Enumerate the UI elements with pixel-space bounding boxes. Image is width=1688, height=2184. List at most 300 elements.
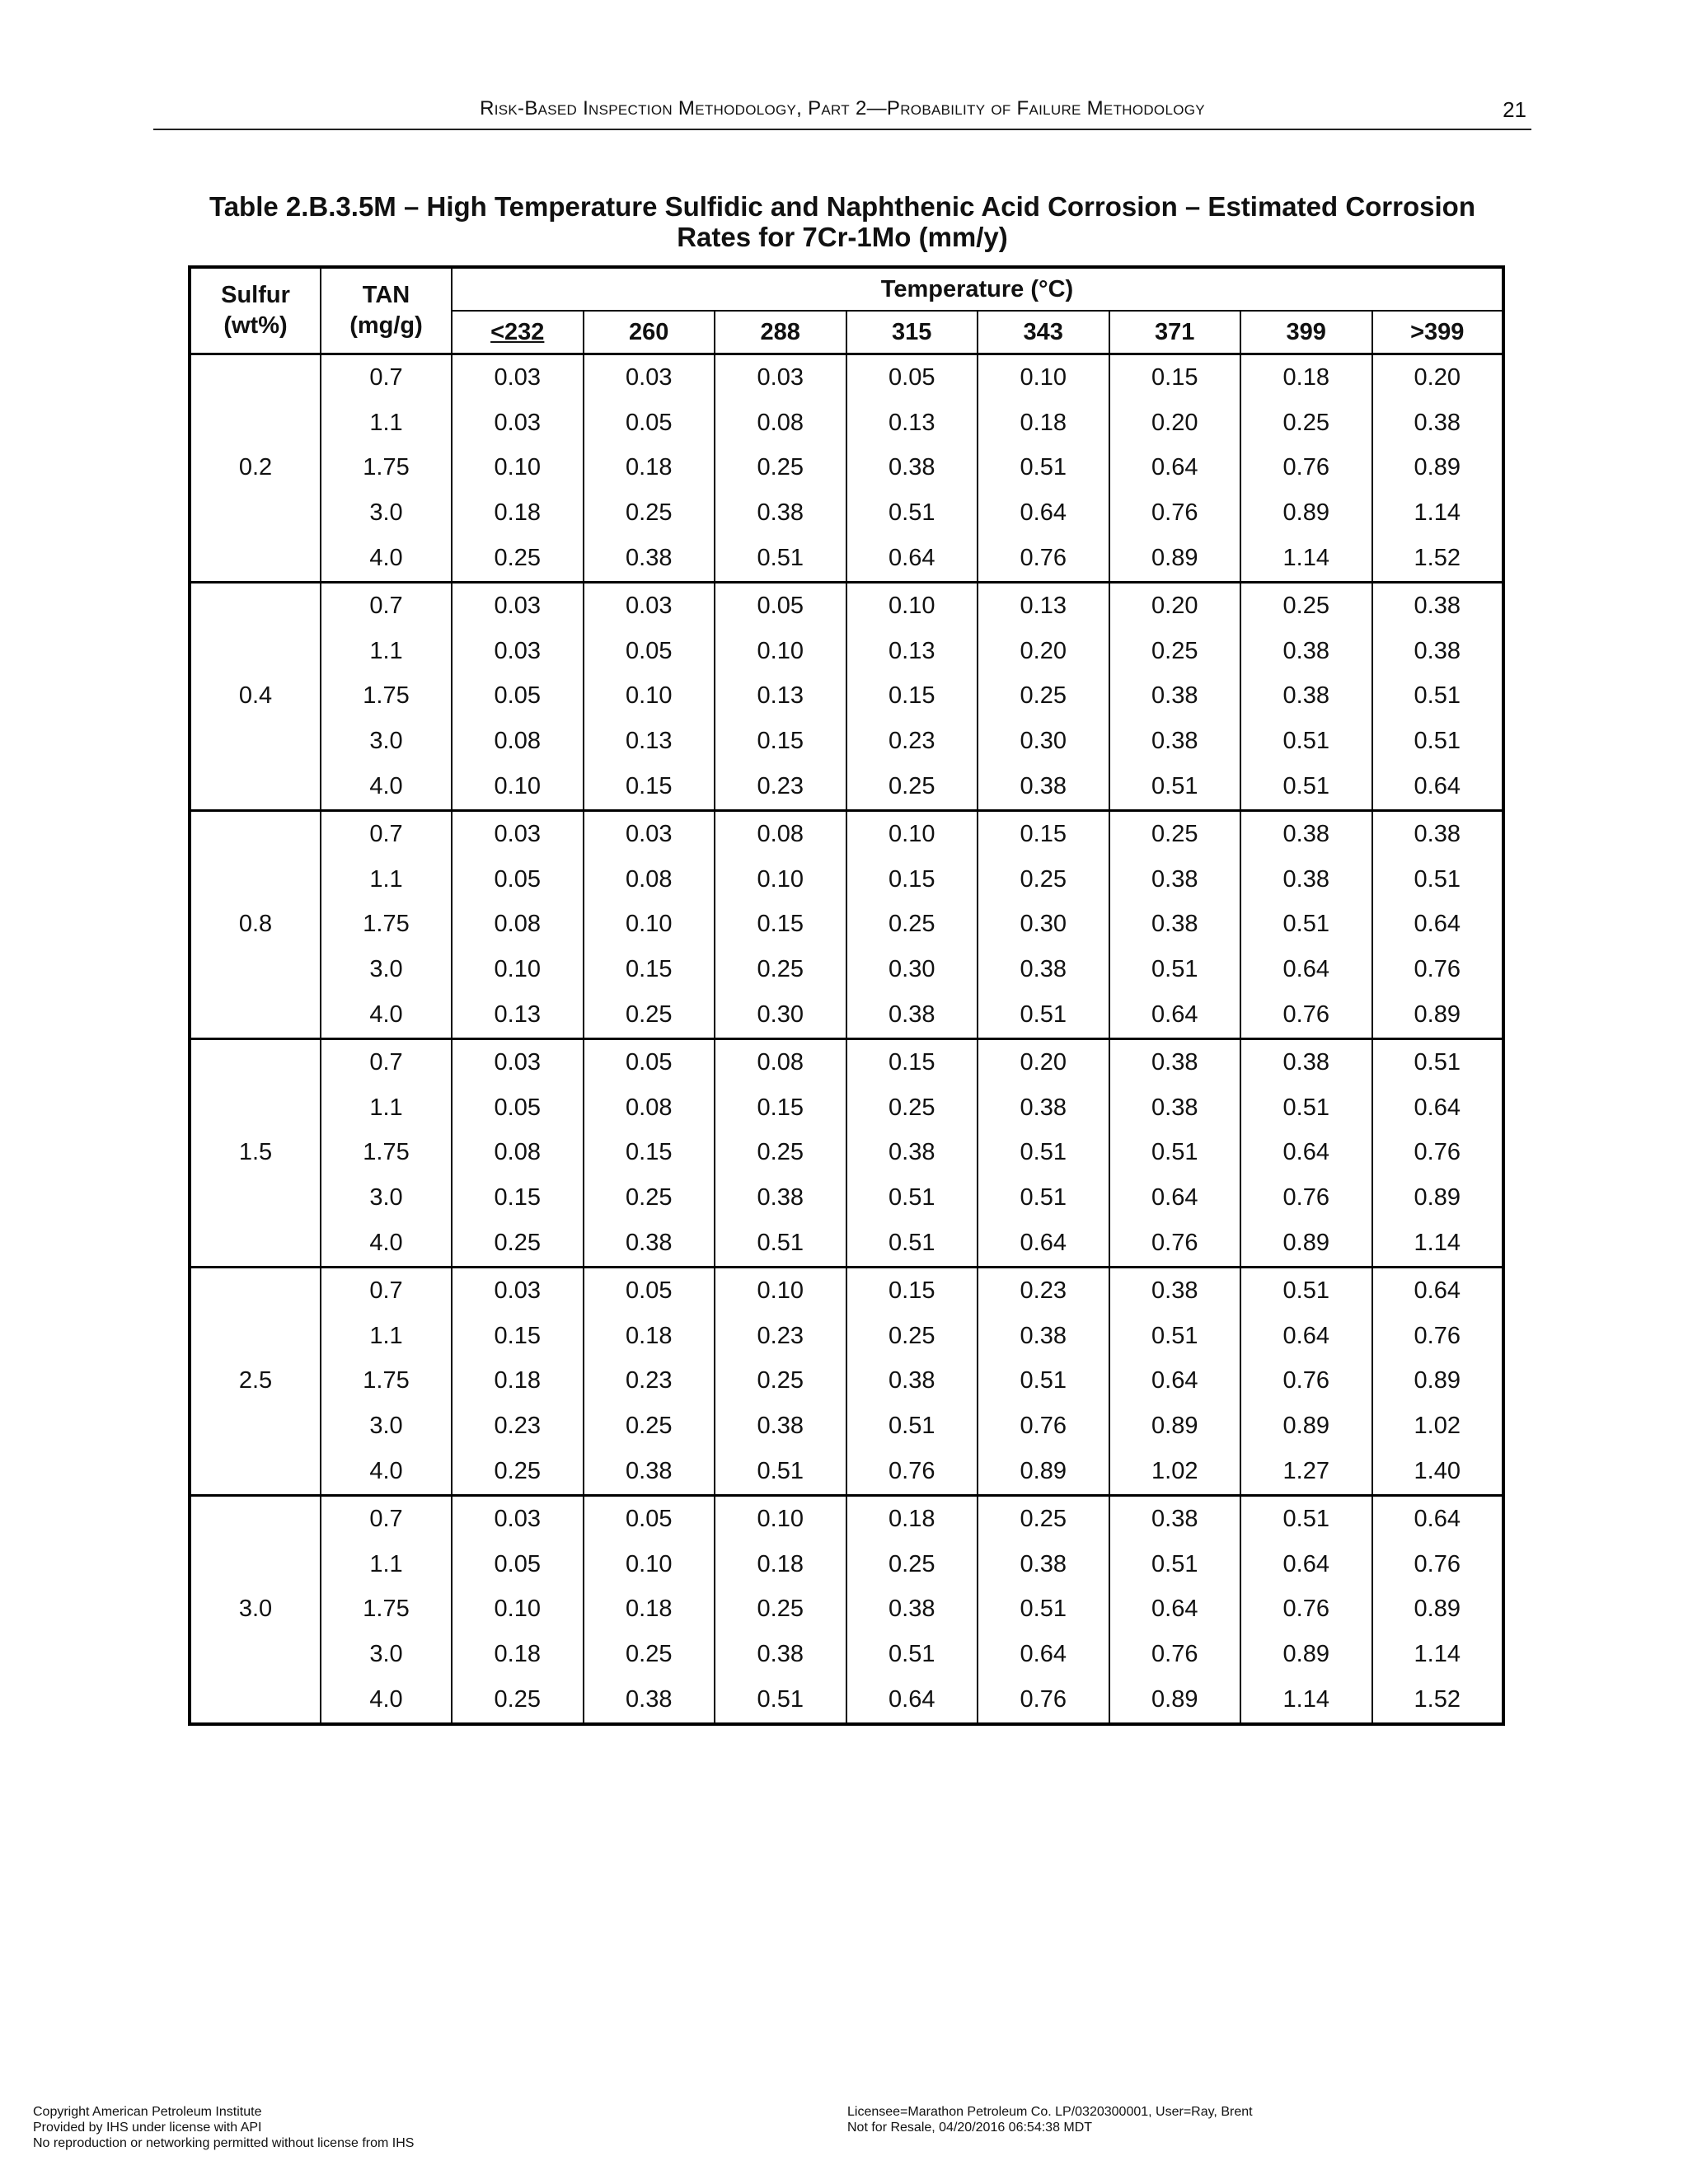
table-row [190, 1359, 1503, 1404]
rate-cell: 0.51 [1240, 719, 1372, 764]
rate-cell: 0.64 [1414, 1505, 1461, 1532]
rate-cell: 0.23 [978, 1267, 1109, 1313]
rate-cell: 0.51 [715, 1449, 846, 1495]
tan-cell: 1.1 [321, 1085, 452, 1131]
tan-cell: 0.7 [321, 1495, 452, 1541]
rate-cell: 0.03 [452, 1267, 584, 1313]
tan-cell: 4.0 [321, 536, 452, 582]
tan-cell: 3.0 [321, 1632, 452, 1677]
page-number: 21 [1503, 97, 1526, 122]
rate-cell: 0.76 [1109, 1221, 1241, 1267]
rate-cell: 0.38 [846, 446, 978, 491]
tan-cell: 0.7 [321, 810, 452, 856]
table-row [190, 582, 1503, 628]
rate-cell: 0.25 [978, 1495, 1109, 1541]
rate-cell: 0.05 [452, 1542, 584, 1587]
sulfur-header [190, 267, 321, 354]
rate-cell: 0.51 [978, 1175, 1109, 1221]
rate-cell: 0.38 [846, 1587, 978, 1633]
running-title: Risk-Based Inspection Methodology, Part 2—Probability of Failure Methodology [480, 97, 1205, 120]
rate-cell: 0.05 [584, 401, 715, 446]
table-row [190, 1221, 1503, 1267]
rate-cell: 0.05 [452, 857, 584, 902]
rate-cell: 0.20 [978, 1038, 1109, 1085]
rate-cell: 0.05 [715, 582, 846, 628]
tan-cell: 1.75 [321, 902, 452, 948]
footer-reproduction-notice: No reproduction or networking permitted without license from IHS [33, 2136, 415, 2150]
tan-cell: 4.0 [321, 992, 452, 1038]
rate-cell: 0.51 [1109, 1542, 1241, 1587]
rate-cell: 0.05 [584, 1267, 715, 1313]
rate-cell: 0.18 [1240, 354, 1372, 401]
rate-cell: 1.14 [1414, 1641, 1461, 1668]
header-row-top [190, 267, 1503, 311]
rate-cell: 0.76 [1240, 1587, 1372, 1633]
table-row [190, 1404, 1503, 1449]
rate-cell: 1.14 [1372, 1221, 1504, 1267]
rate-cell: 0.25 [584, 490, 715, 536]
tan-cell: 3.0 [321, 490, 452, 536]
rate-cell: 0.20 [978, 629, 1109, 674]
rate-cell: 0.51 [978, 992, 1109, 1038]
rate-cell: 0.03 [452, 1038, 584, 1085]
rate-cell: 0.76 [1109, 490, 1241, 536]
rate-cell: 0.15 [452, 1175, 584, 1221]
rate-cell: 0.18 [452, 490, 584, 536]
tan-cell: 4.0 [321, 1221, 452, 1267]
table-row [190, 1085, 1503, 1131]
rate-cell: 0.64 [1372, 764, 1504, 810]
rate-cell: 0.18 [452, 1632, 584, 1677]
rate-cell: 0.08 [715, 1038, 846, 1085]
rate-cell: 0.05 [452, 1085, 584, 1131]
temperature-header-cell: 315 [846, 311, 978, 354]
rate-cell: 0.89 [1109, 1677, 1241, 1724]
footer-right [847, 2104, 1253, 2135]
rate-cell: 0.64 [978, 1221, 1109, 1267]
tan-header-line1: TAN [362, 282, 410, 308]
rate-cell: 0.15 [715, 1085, 846, 1131]
table-caption [153, 191, 1531, 252]
tan-cell: 0.7 [321, 1267, 452, 1313]
rate-cell: 0.51 [1109, 1314, 1241, 1359]
rate-cell: 0.10 [452, 446, 584, 491]
tan-cell: 1.75 [321, 446, 452, 491]
table-caption-line1: Table 2.B.3.5M – High Temperature Sulfidic and Naphthenic Acid Corrosion – Estimated Corrosion [209, 191, 1475, 222]
table-row [190, 1131, 1503, 1176]
rate-cell: 0.51 [846, 1175, 978, 1221]
rate-cell: 0.38 [978, 947, 1109, 992]
rate-cell: 0.51 [1414, 865, 1461, 893]
rate-cell: 0.15 [715, 902, 846, 948]
rate-cell: 0.38 [1109, 902, 1241, 948]
rate-cell: 1.52 [1372, 536, 1504, 582]
rate-cell: 0.08 [452, 902, 584, 948]
rate-cell: 0.15 [846, 857, 978, 902]
tan-cell: 4.0 [321, 1677, 452, 1724]
rate-cell: 1.40 [1372, 1449, 1504, 1495]
rate-cell: 0.51 [978, 1131, 1109, 1176]
rate-cell: 0.05 [584, 1038, 715, 1085]
rate-cell: 0.38 [1109, 857, 1241, 902]
rate-cell: 0.89 [1109, 1404, 1241, 1449]
rate-cell: 0.38 [1240, 629, 1372, 674]
rate-cell: 0.08 [584, 1085, 715, 1131]
temperature-header-cell: 343 [978, 311, 1109, 354]
rate-cell: 0.51 [715, 536, 846, 582]
rate-cell: 0.03 [452, 354, 584, 401]
rate-cell: 0.10 [452, 764, 584, 810]
rate-cell: 0.76 [1240, 1359, 1372, 1404]
rate-cell: 0.25 [584, 1632, 715, 1677]
rate-cell: 0.30 [715, 992, 846, 1038]
rate-cell: 0.08 [584, 857, 715, 902]
table-row [190, 1267, 1503, 1313]
rate-cell: 0.64 [1240, 947, 1372, 992]
rate-cell: 0.38 [1109, 1267, 1241, 1313]
rate-cell: 0.15 [452, 1314, 584, 1359]
rate-cell: 0.23 [715, 1314, 846, 1359]
rate-cell: 0.25 [978, 674, 1109, 719]
rate-cell: 0.25 [846, 1085, 978, 1131]
rate-cell: 0.25 [978, 857, 1109, 902]
rate-cell: 0.10 [715, 629, 846, 674]
rate-cell: 0.51 [846, 1404, 978, 1449]
sulfur-cell: 1.5 [190, 1038, 321, 1267]
rate-cell: 0.64 [846, 1677, 978, 1724]
rate-cell: 0.25 [715, 1587, 846, 1633]
table-row [190, 902, 1503, 948]
rate-cell: 0.10 [584, 902, 715, 948]
rate-cell: 0.51 [1109, 764, 1241, 810]
rate-cell: 0.76 [1414, 1550, 1461, 1577]
rate-cell: 0.15 [846, 674, 978, 719]
rate-cell: 0.38 [978, 1542, 1109, 1587]
table-row [190, 401, 1503, 446]
rate-cell: 0.89 [1240, 1221, 1372, 1267]
rate-cell: 0.10 [715, 1495, 846, 1541]
rate-cell: 0.76 [846, 1449, 978, 1495]
table-row [190, 1632, 1503, 1677]
rate-cell: 0.89 [1414, 1596, 1461, 1623]
tan-header-line2: (mg/g) [349, 312, 423, 339]
tan-cell: 1.1 [321, 1314, 452, 1359]
rate-cell: 0.20 [1414, 363, 1461, 391]
rate-cell: 0.38 [1240, 1038, 1372, 1085]
rate-cell: 0.08 [452, 1131, 584, 1176]
rate-cell: 0.03 [584, 354, 715, 401]
rate-cell: 0.38 [1240, 857, 1372, 902]
sulfur-cell: 0.4 [190, 582, 321, 810]
rate-cell: 0.38 [978, 1314, 1109, 1359]
rate-cell: 0.76 [1240, 992, 1372, 1038]
rate-cell: 0.89 [1240, 1404, 1372, 1449]
rate-cell: 0.51 [1240, 764, 1372, 810]
sulfur-cell: 2.5 [190, 1267, 321, 1495]
rate-cell: 0.64 [1109, 992, 1241, 1038]
rate-cell: 0.76 [1240, 1175, 1372, 1221]
rate-cell: 1.02 [1109, 1449, 1241, 1495]
rate-cell: 0.18 [715, 1542, 846, 1587]
rate-cell: 0.64 [1240, 1131, 1372, 1176]
temperature-header-cell: <232 [452, 311, 584, 354]
temperature-header-cell: 371 [1109, 311, 1241, 354]
rate-cell: 0.03 [452, 582, 584, 628]
rate-cell: 0.05 [846, 354, 978, 401]
sulfur-header-line1: Sulfur [221, 282, 290, 308]
rate-cell: 0.76 [1414, 956, 1461, 983]
rate-cell: 0.23 [584, 1359, 715, 1404]
table-row [190, 490, 1503, 536]
table-row [190, 1587, 1503, 1633]
table-row [190, 719, 1503, 764]
footer-resale-notice: Not for Resale, 04/20/2016 06:54:38 MDT [847, 2121, 1093, 2135]
rate-cell: 0.64 [1109, 1175, 1241, 1221]
rate-cell: 0.20 [1109, 401, 1241, 446]
rate-cell: 1.52 [1372, 1677, 1504, 1724]
running-header [153, 97, 1531, 130]
table-body [190, 354, 1503, 1724]
corrosion-rate-table [188, 265, 1505, 1726]
rate-cell: 0.25 [452, 1221, 584, 1267]
tan-cell: 1.75 [321, 1587, 452, 1633]
rate-cell: 0.51 [846, 490, 978, 536]
rate-cell: 0.25 [846, 1314, 978, 1359]
rate-cell: 0.89 [1240, 1632, 1372, 1677]
rate-cell: 0.15 [1109, 354, 1241, 401]
rate-cell: 0.23 [846, 719, 978, 764]
rate-cell: 0.89 [1414, 1367, 1461, 1394]
rate-cell: 0.10 [452, 947, 584, 992]
sulfur-cell: 3.0 [190, 1495, 321, 1723]
rate-cell: 0.10 [846, 582, 978, 628]
table-caption-line2: Rates for 7Cr-1Mo (mm/y) [677, 222, 1008, 252]
rate-cell: 0.51 [715, 1677, 846, 1724]
rate-cell: 0.38 [1414, 409, 1461, 436]
rate-cell: 0.05 [584, 1495, 715, 1541]
rate-cell: 0.05 [452, 674, 584, 719]
table-row [190, 810, 1503, 856]
rate-cell: 0.64 [846, 536, 978, 582]
rate-cell: 0.38 [584, 536, 715, 582]
rate-cell: 0.38 [715, 1632, 846, 1677]
rate-cell: 0.25 [584, 1404, 715, 1449]
tan-cell: 3.0 [321, 1175, 452, 1221]
rate-cell: 0.51 [978, 1359, 1109, 1404]
tan-cell: 1.1 [321, 857, 452, 902]
rate-cell: 0.15 [584, 1131, 715, 1176]
rate-cell: 0.15 [715, 719, 846, 764]
rate-cell: 0.38 [584, 1449, 715, 1495]
tan-cell: 0.7 [321, 1038, 452, 1085]
rate-cell: 0.38 [1109, 1038, 1241, 1085]
rate-cell: 0.18 [846, 1495, 978, 1541]
rate-cell: 0.51 [978, 446, 1109, 491]
rate-cell: 0.23 [715, 764, 846, 810]
table-row [190, 1495, 1503, 1541]
rate-cell: 0.18 [584, 446, 715, 491]
rate-cell: 0.18 [584, 1587, 715, 1633]
rate-cell: 0.51 [1240, 1267, 1372, 1313]
tan-cell: 1.1 [321, 1542, 452, 1587]
rate-cell: 1.02 [1414, 1413, 1461, 1440]
rate-cell: 0.13 [978, 582, 1109, 628]
tan-header [321, 267, 452, 354]
rate-cell: 0.25 [715, 446, 846, 491]
rate-cell: 0.38 [1240, 810, 1372, 856]
table-row [190, 354, 1503, 401]
table-row [190, 536, 1503, 582]
rate-cell: 0.10 [584, 674, 715, 719]
tan-cell: 0.7 [321, 354, 452, 401]
rate-cell: 0.64 [978, 490, 1109, 536]
rate-cell: 0.38 [715, 1175, 846, 1221]
table-row [190, 674, 1503, 719]
rate-cell: 0.30 [978, 719, 1109, 764]
rate-cell: 0.89 [1414, 454, 1461, 481]
rate-cell: 0.13 [584, 719, 715, 764]
tan-cell: 3.0 [321, 719, 452, 764]
temperature-group-header: Temperature (°C) [452, 267, 1503, 311]
rate-cell: 0.08 [452, 719, 584, 764]
temperature-header-cell: 399 [1240, 311, 1372, 354]
rate-cell: 0.38 [715, 1404, 846, 1449]
rate-cell: 0.51 [1109, 1131, 1241, 1176]
rate-cell: 0.64 [1240, 1542, 1372, 1587]
rate-cell: 0.76 [978, 1677, 1109, 1724]
rate-cell: 0.89 [1109, 536, 1241, 582]
rate-cell: 0.38 [846, 992, 978, 1038]
rate-cell: 0.15 [846, 1267, 978, 1313]
rate-cell: 0.15 [584, 947, 715, 992]
rate-cell: 0.08 [715, 810, 846, 856]
rate-cell: 0.13 [452, 992, 584, 1038]
rate-cell: 0.51 [1240, 902, 1372, 948]
rate-cell: 0.23 [452, 1404, 584, 1449]
rate-cell: 0.15 [584, 764, 715, 810]
rate-cell: 0.51 [715, 1221, 846, 1267]
rate-cell: 0.30 [978, 902, 1109, 948]
table-row [190, 947, 1503, 992]
rate-cell: 1.27 [1240, 1449, 1372, 1495]
rate-cell: 0.25 [715, 947, 846, 992]
rate-cell: 0.25 [1109, 810, 1241, 856]
tan-cell: 1.75 [321, 1359, 452, 1404]
rate-cell: 0.89 [1240, 490, 1372, 536]
rate-cell: 0.10 [846, 810, 978, 856]
rate-cell: 0.03 [452, 401, 584, 446]
footer-copyright: Copyright American Petroleum Institute [33, 2105, 262, 2119]
table-row [190, 992, 1503, 1038]
rate-cell: 0.64 [1414, 1094, 1461, 1121]
rate-cell: 0.13 [846, 401, 978, 446]
temperature-header-cell: 260 [584, 311, 715, 354]
rate-cell: 0.76 [1240, 446, 1372, 491]
rate-cell: 0.13 [846, 629, 978, 674]
table-row [190, 1314, 1503, 1359]
rate-cell: 0.38 [1240, 674, 1372, 719]
rate-cell: 0.25 [1240, 401, 1372, 446]
tan-cell: 1.75 [321, 1131, 452, 1176]
rate-cell: 0.25 [452, 1677, 584, 1724]
rate-cell: 0.15 [846, 1038, 978, 1085]
rate-cell: 0.03 [452, 1495, 584, 1541]
rate-cell: 0.25 [715, 1359, 846, 1404]
rate-cell: 0.10 [715, 857, 846, 902]
sulfur-cell: 0.2 [190, 354, 321, 583]
rate-cell: 0.25 [584, 1175, 715, 1221]
rate-cell: 1.14 [1414, 499, 1461, 527]
tan-cell: 1.75 [321, 674, 452, 719]
rate-cell: 0.89 [1414, 1184, 1461, 1212]
temperature-header-cell: 288 [715, 311, 846, 354]
rate-cell: 0.64 [1414, 1277, 1461, 1304]
tan-cell: 3.0 [321, 1404, 452, 1449]
rate-cell: 0.38 [1109, 1085, 1241, 1131]
footer-left [33, 2104, 414, 2151]
rate-cell: 0.38 [584, 1221, 715, 1267]
rate-cell: 0.38 [1414, 592, 1461, 619]
tan-cell: 1.1 [321, 629, 452, 674]
tan-cell: 3.0 [321, 947, 452, 992]
rate-cell: 0.38 [978, 764, 1109, 810]
table-row [190, 1542, 1503, 1587]
rate-cell: 0.51 [846, 1632, 978, 1677]
rate-cell: 0.25 [452, 1449, 584, 1495]
rate-cell: 0.18 [978, 401, 1109, 446]
rate-cell: 0.03 [584, 582, 715, 628]
rate-cell: 0.38 [1414, 637, 1461, 664]
tan-cell: 4.0 [321, 1449, 452, 1495]
rate-cell: 0.25 [846, 764, 978, 810]
rate-cell: 0.03 [452, 810, 584, 856]
rate-cell: 0.89 [978, 1449, 1109, 1495]
rate-cell: 0.64 [1109, 1587, 1241, 1633]
table-row [190, 764, 1503, 810]
rate-cell: 0.10 [978, 354, 1109, 401]
rate-cell: 0.18 [452, 1359, 584, 1404]
rate-cell: 0.03 [452, 629, 584, 674]
rate-cell: 0.25 [846, 1542, 978, 1587]
table-row [190, 1677, 1503, 1724]
rate-cell: 0.51 [846, 1221, 978, 1267]
rate-cell: 0.25 [1109, 629, 1241, 674]
rate-cell: 0.38 [584, 1677, 715, 1724]
rate-cell: 0.51 [1109, 947, 1241, 992]
rate-cell: 0.13 [715, 674, 846, 719]
rate-cell: 0.51 [1414, 728, 1461, 755]
rate-cell: 0.25 [1240, 582, 1372, 628]
rate-cell: 0.18 [584, 1314, 715, 1359]
rate-cell: 0.76 [978, 1404, 1109, 1449]
rate-cell: 1.14 [1240, 536, 1372, 582]
rate-cell: 0.38 [846, 1359, 978, 1404]
rate-cell: 0.51 [1240, 1495, 1372, 1541]
sulfur-header-line2: (wt%) [223, 312, 288, 339]
sulfur-cell: 0.8 [190, 810, 321, 1038]
rate-cell: 0.10 [715, 1267, 846, 1313]
rate-cell: 0.03 [715, 354, 846, 401]
tan-cell: 0.7 [321, 582, 452, 628]
rate-cell: 0.25 [452, 536, 584, 582]
rate-cell: 0.08 [715, 401, 846, 446]
rate-cell: 0.30 [846, 947, 978, 992]
rate-cell: 0.76 [1414, 1322, 1461, 1349]
rate-cell: 0.64 [1240, 1314, 1372, 1359]
rate-cell: 0.38 [978, 1085, 1109, 1131]
rate-cell: 0.05 [584, 629, 715, 674]
rate-cell: 0.76 [1414, 1139, 1461, 1166]
